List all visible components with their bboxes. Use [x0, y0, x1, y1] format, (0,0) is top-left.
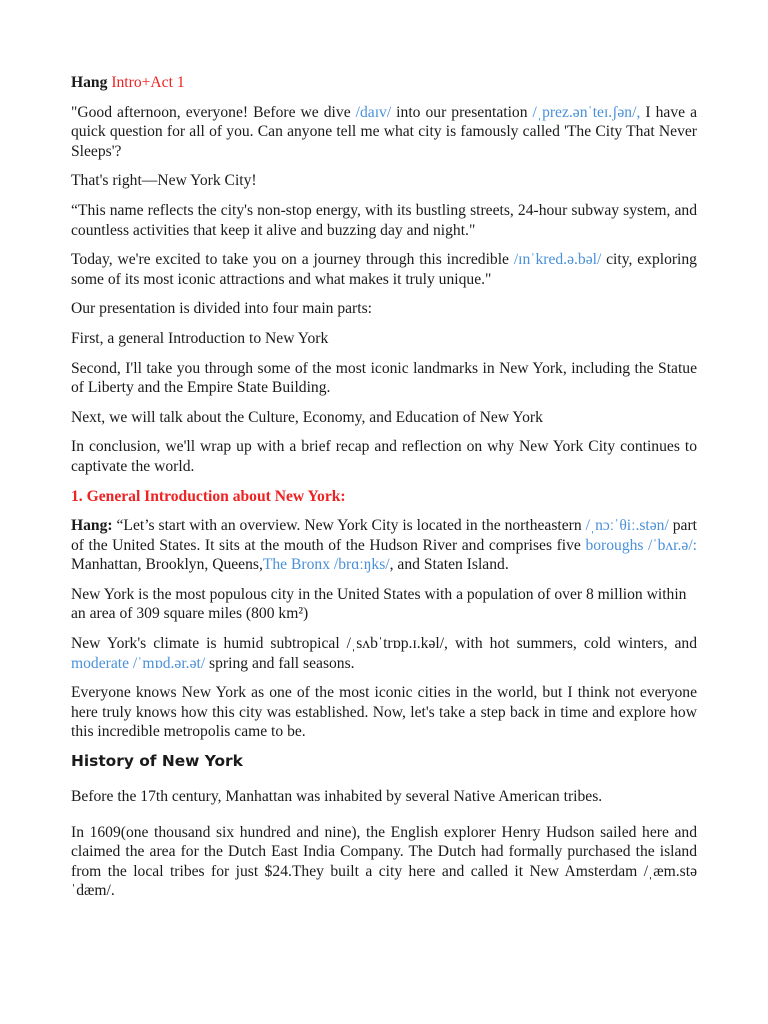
paragraph: Before the 17th century, Manhattan was inhabited by several Native American tribes. — [71, 788, 603, 806]
paragraph: Today, we're excited to take you on a journey through this incredible /ɪnˈkred.ə.bəl/ city, exploring some of its most iconic attractions and what makes it truly unique." — [71, 251, 697, 288]
speaker-name: Hang — [71, 74, 108, 91]
paragraph: That's right—New York City! — [71, 172, 257, 190]
paragraph: New York's climate is humid subtropical /ˌsʌbˈtrɒp.ɪ.kəl/, with hot summers, cold winters, and moderate /ˈmɒd.ər.ət/ spring and fall seasons. — [71, 635, 697, 672]
paragraph: First, a general Introduction to New York — [71, 329, 329, 347]
speaker-line — [71, 73, 697, 93]
paragraph: In conclusion, we'll wrap up with a brief recap and reflection on why New York City continues to captivate the world. — [71, 438, 697, 475]
ipa-presentation: /ˌprez.ənˈteɪ.ʃən/, — [532, 103, 641, 121]
paragraph: Second, I'll take you through some of the most iconic landmarks in New York, including the Statue of Liberty and the Empire State Building. — [71, 359, 697, 397]
ipa-boroughs: boroughs /ˈbʌr.ə/: — [585, 536, 697, 554]
paragraph: In 1609(one thousand six hundred and nine), the English explorer Henry Hudson sailed here and claimed the area for the Dutch East India Company. The Dutch had formally purchased the island from the local tribes for just $24.They built a city here and called it New Amsterdam /ˌæm.stəˈdæm/. — [71, 823, 697, 900]
ipa-incredible: /ɪnˈkred.ə.bəl/ — [513, 251, 602, 269]
paragraph: Hang: “Let’s start with an overview. New York City is located in the northeastern /ˌnɔːˈθiː.stən/ part of the United States. It sits at the mouth of the Hudson River and comprises five boroughs /ˈbʌr.ə/: Manhattan, Brooklyn, Queens,The Bronx /brɑːŋks/, and Staten Island. — [71, 517, 697, 574]
paragraph: Our presentation is divided into four main parts: — [71, 300, 372, 318]
section-heading: 1. General Introduction about New York: — [71, 487, 346, 505]
paragraph: Next, we will talk about the Culture, Economy, and Education of New York — [71, 408, 543, 426]
ipa-northeastern: /ˌnɔːˈθiː.stən/ — [585, 517, 669, 535]
ipa-bronx: /brɑːŋks/ — [330, 556, 390, 574]
document-page — [71, 73, 697, 911]
paragraph: Everyone knows New York as one of the most iconic cities in the world, but I think not everyone here truly knows how this city was established. Now, let's take a step back in time and explore how this incredible metropolis came to be. — [71, 684, 697, 741]
section-label: Intro+Act 1 — [111, 74, 185, 91]
ipa-dive: /daɪv/ — [355, 103, 392, 121]
paragraph: "Good afternoon, everyone! Before we dive /daɪv/ into our presentation /ˌprez.ənˈteɪ.ʃən/, I have a quick question for all of you. Can anyone tell me what city is famously called 'The City That Never Sleeps'? — [71, 103, 697, 160]
speaker-name: Hang: — [71, 517, 113, 535]
paragraph: New York is the most populous city in the United States with a population of over 8 million within an area of 309 square miles (800 km²) — [71, 585, 687, 623]
the-bronx-word: The Bronx — [262, 556, 330, 574]
history-heading: History of New York — [71, 752, 243, 771]
ipa-moderate: moderate /ˈmɒd.ər.ət/ — [71, 654, 206, 672]
paragraph: “This name reflects the city's non-stop energy, with its bustling streets, 24-hour subway system, and countless activities that keep it alive and buzzing day and night." — [71, 201, 697, 239]
